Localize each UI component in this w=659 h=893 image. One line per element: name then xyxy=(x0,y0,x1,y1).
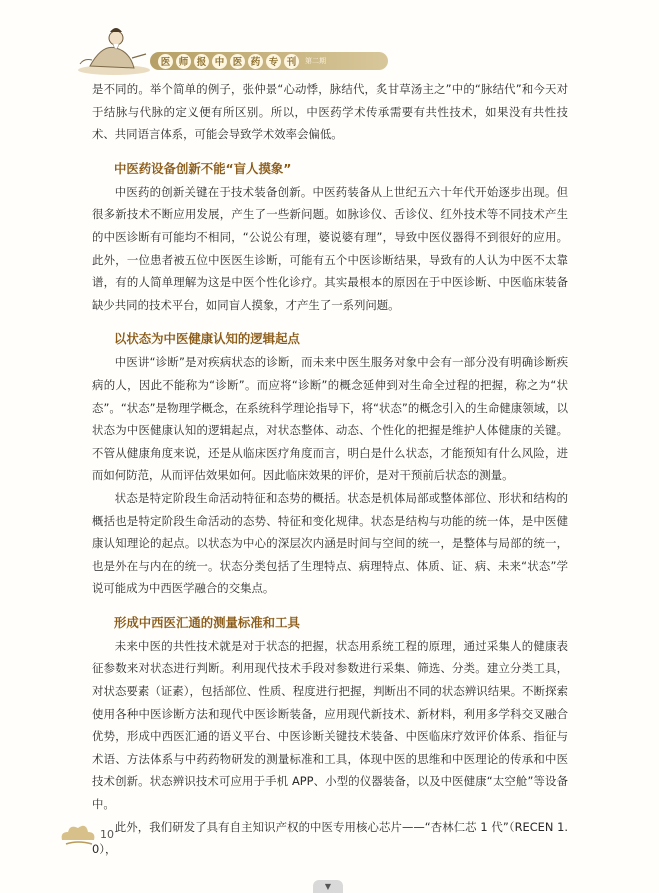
banner-char: 专 xyxy=(266,54,281,69)
intro-paragraph: 是不同的。举个简单的例子，张仲景“心动悸，脉结代，炙甘草汤主之”中的“脉结代”和今天对于结脉与代脉的定义便有所区别。所以，中医药学术传承需要有共性技术，如果没有共性技术、共同语言体系，可能会导致学术效率会偏低。 xyxy=(92,82,568,142)
section-heading: 中医药设备创新不能“盲人摸象” xyxy=(114,160,292,176)
section-heading: 形成中西医汇通的测量标准和工具 xyxy=(114,614,300,630)
page-footer xyxy=(58,820,158,850)
banner-char: 医 xyxy=(230,54,245,69)
banner-char: 报 xyxy=(194,54,209,69)
banner-char: 师 xyxy=(176,54,191,69)
banner-char: 中 xyxy=(212,54,227,69)
banner-issue: 第二期 xyxy=(305,57,326,65)
paragraph: 此外，我们研发了具有自主知识产权的中医专用核心芯片——“杏林仁芯 1 代”（RECEN 1.0）， xyxy=(92,819,568,857)
chevron-down-icon: ▼ xyxy=(324,882,332,891)
banner-char: 药 xyxy=(248,54,263,69)
scholar-illustration-icon xyxy=(72,14,152,78)
article-body xyxy=(92,78,568,861)
section-heading: 以状态为中医健康认知的逻辑起点 xyxy=(114,331,300,347)
paragraph: 中医讲“诊断”是对疾病状态的诊断，而未来中医生服务对象中会有一部分没有明确诊断疾病的人，因此不能称为“诊断”。而应将“诊断”的概念延伸到对生命全过程的把握，称之为“状态”。“状态”是物理学概念，在系统科学理论指导下，将“状态”的概念引入的生命健康领域，以状态为中医健康认知的逻辑起点，对状态整体、动态、个性化的把握是维护人体健康的关键。不管从健康角度来说，还是从临床医疗角度而言，明白是什么状态，才能预知有什么风险，进而如何防范，从而评估效果如何。因此临床效果的评价，是对干预前后状态的测量。 xyxy=(92,355,568,483)
paragraph: 未来中医的共性技术就是对于状态的把握，状态用系统工程的原理，通过采集人的健康表征参数来对状态进行判断。利用现代技术手段对参数进行采集、筛选、分类。建立分类工具，对状态要素（证素），包括部位、性质、程度进行把握，判断出不同的状态辨识结果。不断探索使用各种中医诊断方法和现代中医诊断装备，应用现代新技术、新材料，利用多学科交叉融合优势，形成中西医汇通的语义平台、中医诊断关键技术装备、中医临床疗效评价体系、指征与术语、方法体系与中药药物研发的测量标准和工具，体现中医的思维和中医理论的传承和中医技术创新。状态辨识技术可应用于手机 APP、小型的仪器装备，以及中医健康“太空舱”等设备中。 xyxy=(92,638,568,812)
cloud-ornament-icon xyxy=(58,820,98,848)
scroll-down-button[interactable] xyxy=(313,880,343,893)
banner-char: 刊 xyxy=(284,54,299,69)
paragraph: 中医药的创新关键在于技术装备创新。中医药装备从上世纪五六十年代开始逐步出现。但很多新技术不断应用发展，产生了一些新问题。如脉诊仪、舌诊仪、红外技术等不同技术产生的中医诊断有可能均不相同，“公说公有理，婆说婆有理”，导致中医仪器得不到很好的应用。此外，一位患者被五位中医医生诊断，可能有五个中医诊断结果，导致有的人认为中医不太靠谱，有的人简单理解为这是中医个性化诊疗。其实最根本的原因在于中医诊断、中医临床装备缺少共同的技术平台，如同盲人摸象，才产生了一系列问题。 xyxy=(92,184,568,312)
page-header xyxy=(72,14,372,74)
paragraph: 状态是特定阶段生命活动特征和态势的概括。状态是机体局部或整体部位、形状和结构的概括也是特定阶段生命活动的态势、特征和变化规律。状态是结构与功能的统一体，是中医健康认知理论的起点。以状态为中心的深层次内涵是时间与空间的统一，是整体与局部的统一，也是外在与内在的统一。状态分类包括了生理特点、病理特点、体质、证、病、未来“状态”学说可能成为中西医学融合的交集点。 xyxy=(92,490,568,596)
journal-banner xyxy=(150,52,388,70)
banner-char: 医 xyxy=(158,54,173,69)
page-number: 10 xyxy=(100,828,114,841)
